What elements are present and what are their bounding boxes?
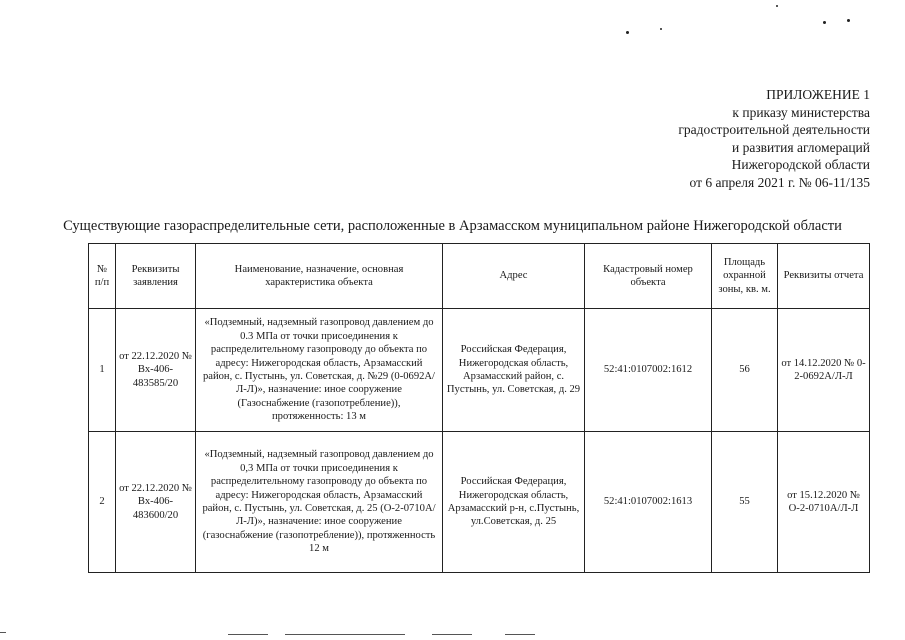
cell-report: от 14.12.2020 № 0-2-0692А/Л-Л: [778, 309, 870, 432]
cell-address: Российская Федерация, Нижегородская область, Арзамасский район, с. Пустынь, ул. Советская, д. 29: [443, 309, 585, 432]
appendix-line: градостроительной деятельности: [678, 122, 870, 138]
appendix-title: ПРИЛОЖЕНИЕ 1: [766, 87, 870, 102]
scan-specks: [0, 0, 905, 40]
appendix-line: Нижегородской области: [731, 157, 870, 173]
table-header-row: [89, 244, 870, 309]
table-row: [89, 309, 870, 432]
header-num: № п/п: [89, 244, 116, 309]
cell-cadastral: 52:41:0107002:1612: [585, 309, 712, 432]
header-address: Адрес: [443, 244, 585, 309]
table-row: [89, 432, 870, 573]
appendix-header: [678, 86, 870, 192]
cell-description: «Подземный, надземный газопровод давлением до 0.3 МПа от точки присоединения к распределительному газопроводу до объекта по адресу: Нижегородская область, Арзамасский район, с. Пустынь, ул. Советская, д. №29 (0-0692А/Л-Л)», назначение: иное сооружение (Газоснабжение (газопотребление)), протяженность: 13 м: [196, 309, 443, 432]
cell-application: от 22.12.2020 № Вх-406-483600/20: [116, 432, 196, 573]
appendix-line: к приказу министерства: [732, 104, 870, 120]
scan-bottom-marks: [0, 628, 905, 640]
cell-num: 1: [89, 309, 116, 432]
header-application: Реквизиты заявления: [116, 244, 196, 309]
cell-area: 55: [712, 432, 778, 573]
header-area: Площадь охранной зоны, кв. м.: [712, 244, 778, 309]
cell-address: Российская Федерация, Нижегородская область, Арзамасский р-н, с.Пустынь, ул.Советская, д. 25: [443, 432, 585, 573]
appendix-line: и развития агломераций: [731, 139, 870, 155]
cell-cadastral: 52:41:0107002:1613: [585, 432, 712, 573]
appendix-order-date: от 6 апреля 2021 г. № 06-11/135: [689, 174, 870, 190]
cell-application: от 22.12.2020 № Вх-406-483585/20: [116, 309, 196, 432]
cell-description: «Подземный, надземный газопровод давлением до 0,3 МПа от точки присоединения к распределительному газопроводу до объекта по адресу: Нижегородская область, Арзамасский район, с. Пустынь, ул. Советская, д. 25 (О-2-0710А/Л-Л)», назначение: иное сооружение (газоснабжение (газопотребление)), протяженность 12 м: [196, 432, 443, 573]
cell-report: от 15.12.2020 № О-2-0710А/Л-Л: [778, 432, 870, 573]
cell-num: 2: [89, 432, 116, 573]
header-cadastral: Кадастровый номер объекта: [585, 244, 712, 309]
cell-area: 56: [712, 309, 778, 432]
header-report: Реквизиты отчета: [778, 244, 870, 309]
document-title: Существующие газораспределительные сети, расположенные в Арзамасском муниципальном районе Нижегородской области: [63, 218, 842, 234]
header-description: Наименование, назначение, основная характеристика объекта: [196, 244, 443, 309]
gas-networks-table: [88, 243, 870, 573]
